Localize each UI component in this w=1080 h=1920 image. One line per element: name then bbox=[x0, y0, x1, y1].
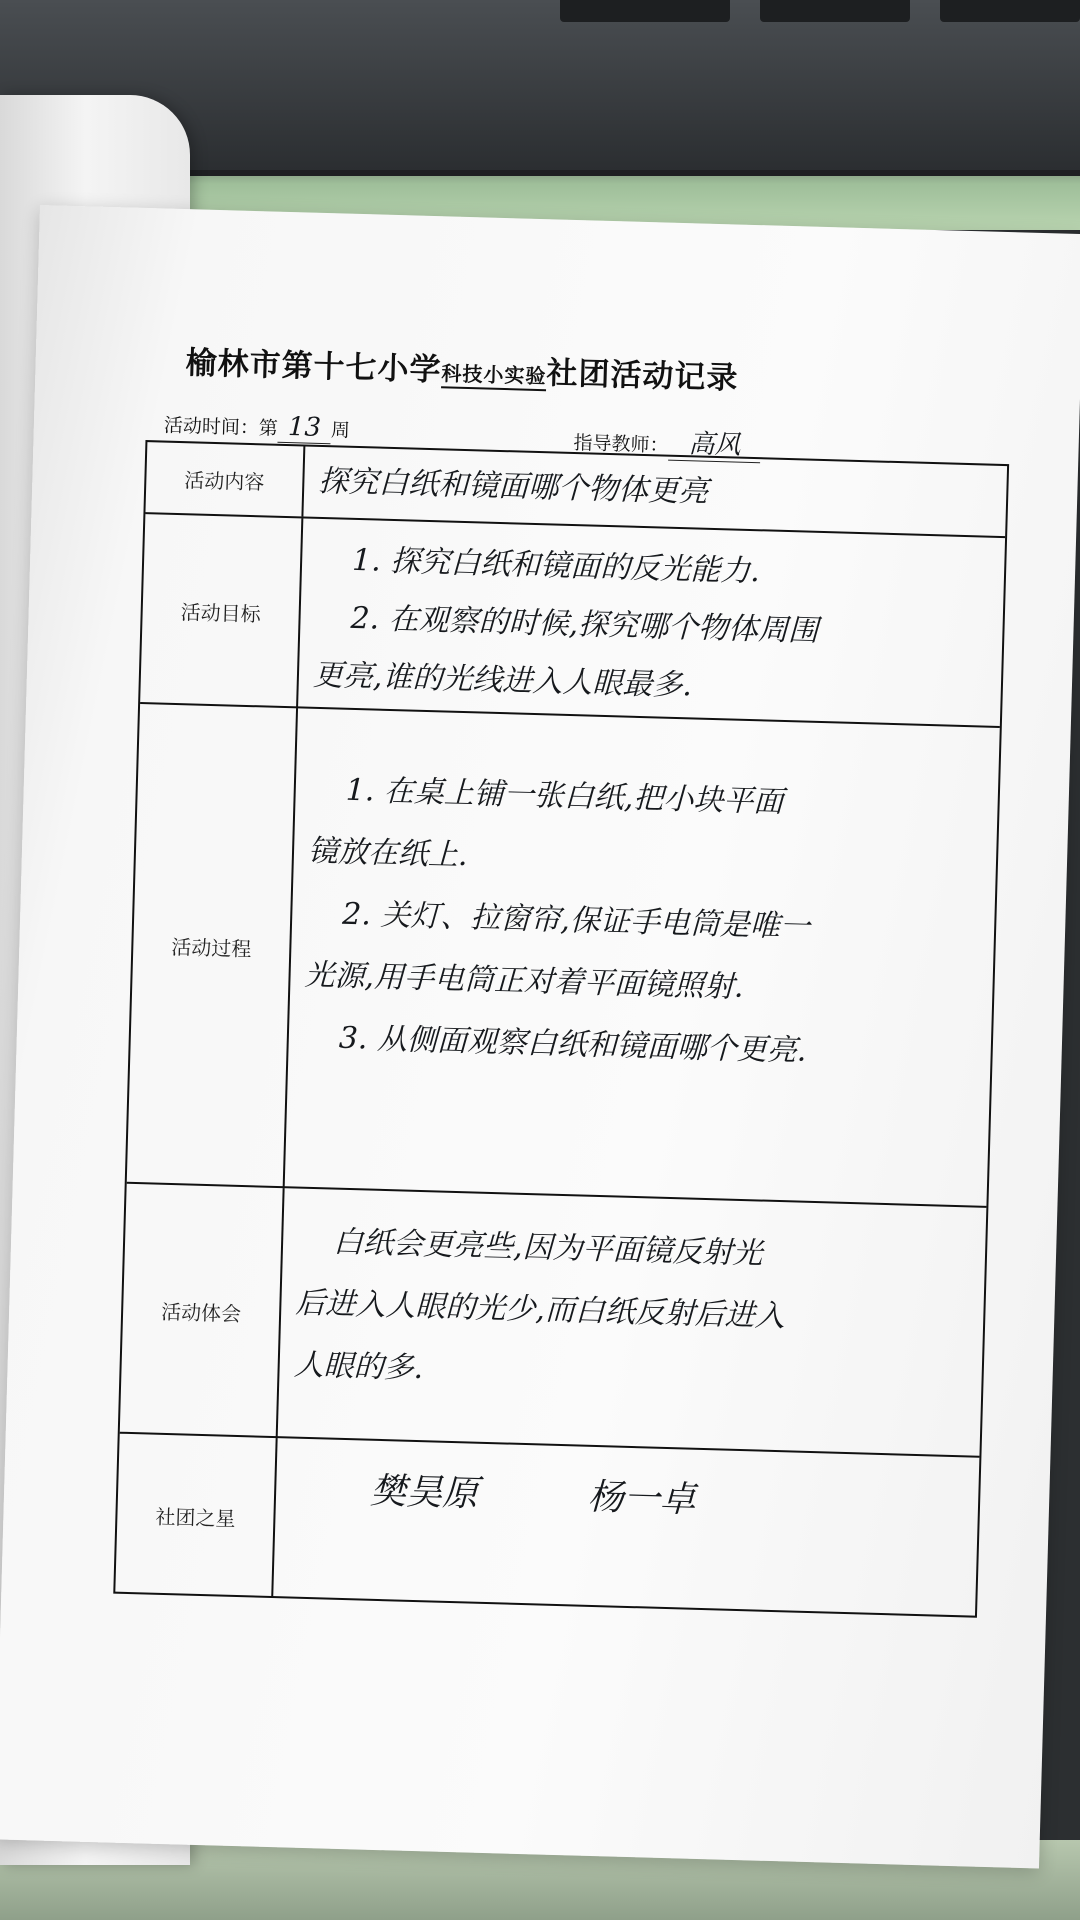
record-sheet bbox=[0, 205, 1080, 1869]
process-line: 3. 从侧面观察白纸和镜面哪个更亮. bbox=[338, 1020, 807, 1069]
sheet-title bbox=[185, 337, 1006, 405]
process-line: 镜放在纸上. bbox=[307, 833, 469, 874]
laptop-key bbox=[760, 0, 910, 22]
week-suffix: 周 bbox=[330, 419, 351, 442]
row-stars bbox=[115, 1432, 979, 1618]
row-reflection bbox=[120, 1182, 987, 1458]
process-line: 1. 在桌上铺一张白纸,把小块平面 bbox=[345, 772, 784, 820]
activity-goal bbox=[312, 519, 993, 740]
club-name: 科技小实验 bbox=[441, 357, 547, 391]
label-goal: 活动目标 bbox=[140, 514, 303, 708]
school-name: 榆林市第十七小学 bbox=[185, 345, 443, 389]
label-process: 活动过程 bbox=[127, 704, 298, 1188]
star-name: 樊昊原 bbox=[369, 1470, 479, 1515]
teacher-name: 高风 bbox=[668, 423, 761, 464]
reflection-line: 人眼的多. bbox=[293, 1347, 424, 1387]
week-number: 13 bbox=[277, 412, 331, 444]
goal-line: 更亮,谁的光线进入人眼最多. bbox=[312, 657, 693, 704]
goal-line: 1. 探究白纸和镜面的反光能力. bbox=[351, 542, 761, 590]
activity-time bbox=[163, 409, 350, 445]
laptop-key bbox=[560, 0, 730, 22]
record-table bbox=[113, 440, 1009, 1618]
process-line: 光源,用手电筒正对着平面镜照射. bbox=[304, 957, 744, 1005]
reflection-line: 白纸会更亮些,因为平面镜反射光 bbox=[332, 1224, 764, 1272]
record-title: 社团活动记录 bbox=[545, 355, 739, 397]
reflection-line: 后进入人眼的光少,而白纸反射后进入 bbox=[294, 1285, 786, 1335]
laptop-key bbox=[940, 0, 1080, 22]
activity-reflection bbox=[291, 1189, 974, 1480]
star-name: 杨一卓 bbox=[587, 1476, 697, 1521]
row-process bbox=[127, 702, 1000, 1208]
club-stars bbox=[287, 1439, 1047, 1620]
process-line: 2. 关灯、拉窗帘,保证手电筒是唯一 bbox=[341, 896, 811, 945]
label-reflection: 活动体会 bbox=[120, 1184, 285, 1438]
goal-line: 2. 在观察的时候,探究哪个物体周围 bbox=[350, 600, 819, 649]
activity-time-label: 活动时间：第 bbox=[163, 414, 279, 440]
label-stars: 社团之星 bbox=[115, 1434, 277, 1598]
activity-process bbox=[297, 709, 988, 1258]
row-goal bbox=[140, 512, 1005, 728]
teacher-label: 指导教师： bbox=[573, 431, 669, 457]
label-content: 活动内容 bbox=[145, 442, 305, 516]
activity-content-text: 探究白纸和镜面哪个物体更亮 bbox=[317, 463, 709, 510]
